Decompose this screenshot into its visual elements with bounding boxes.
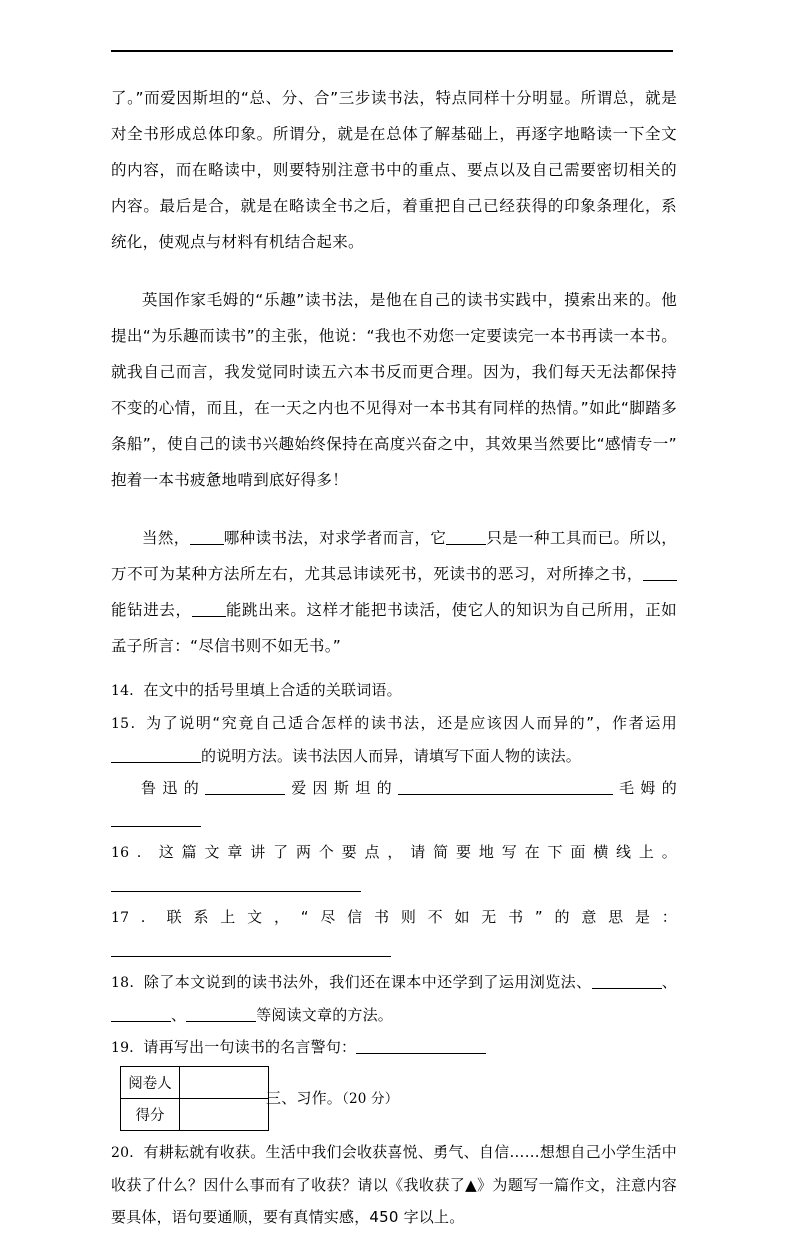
paragraph-gap [111, 260, 677, 282]
question-15-answer-line [111, 772, 677, 836]
question-18-separator-1: 、 [661, 973, 677, 991]
table-row [121, 1067, 269, 1099]
passage-paragraph-2: 英国作家毛姆的“乐趣”读书法，是他在自己的读书实践中，摸索出来的。他提出“为乐趣而读书”的主张，他说：“我也不劝您一定要读完一本书再读一本书。就我自己而言，我发觉同时读五六本书反而更合理。因为，我们每天无法都保持不变的心情，而且，在一天之内也不见得对一本书其有同样的热情。”如此“脚踏多条船”，使自己的读书兴趣始终保持在高度兴奋之中，其效果当然要比“感情专一”抱着一本书疲惫地啃到底好得多！ [111, 291, 677, 489]
passage-paragraph-1: 了。”而爱因斯坦的“总、分、合”三步读书法，特点同样十分明显。所谓总，就是对全书形成总体印象。所谓分，就是在总体了解基础上，再逐字地略读一下全文的内容，而在略读中，则要特别注意书中的重点、要点以及自己需要密切相关的内容。最后是合，就是在略读全书之后，着重把自己已经获得的印象条理化，系统化，使观点与材料有机结合起来。 [111, 89, 677, 251]
question-20-text: 有耕耘就有收获。生活中我们会收获喜悦、勇气、自信……想想自己小学生活中收获了什么？因什么事而有了收获？请以《我收获了▲》为题写一篇作文，注意内容要具体，语句要通顺，要有真情实感，450 字以上。 [111, 1143, 677, 1226]
answer-blank-einstein[interactable] [398, 780, 613, 795]
p3-segment-3: 只是一种工具而已。所以，万不可为某种方法所左右，尤其忌讳读死书，死读书的恶习，对所捧之书， [111, 529, 677, 583]
score-table-label-score: 得分 [121, 1099, 180, 1131]
question-15-blank[interactable] [111, 748, 201, 763]
question-18-blank-1[interactable] [592, 974, 662, 989]
table-row [121, 1099, 269, 1131]
question-16-text: 这篇文章讲了两个要点，请简要地写在下面横线上。 [158, 843, 677, 861]
p3-segment-5: 能跳出来。这样才能把书读活，使它人的知识为自己所用，正如孟子所言：“尽信书则不如无书。” [111, 601, 677, 655]
question-17-text: 联系上文，“尽信书则不如无书”的意思是： [166, 908, 677, 926]
p3-segment-4: 能钻进去， [111, 601, 192, 619]
section-heading [266, 1087, 398, 1108]
section-heading-score: （20 分） [342, 1091, 399, 1107]
question-17 [111, 901, 677, 966]
question-18-number: 18． [111, 975, 144, 991]
question-14-text: 在文中的括号里填上合适的关联词语。 [143, 681, 402, 699]
question-18-separator-2: 、 [171, 1006, 187, 1024]
question-16-number: 16． [111, 845, 159, 861]
question-18-blank-3[interactable] [186, 1007, 256, 1022]
header-rule [111, 50, 673, 52]
passage-paragraph-3 [111, 520, 677, 664]
answer-blank-luxun[interactable] [205, 780, 285, 795]
question-16 [111, 836, 677, 901]
question-20 [111, 1136, 677, 1233]
paragraph-gap [111, 498, 677, 520]
question-15-text-before: 为了说明“究竟自己适合怎样的读书法，还是应该因人而异的”，作者运用 [146, 714, 677, 732]
question-15-number: 15． [111, 716, 147, 732]
question-18-text-after: 等阅读文章的方法。 [256, 1006, 394, 1024]
question-17-number: 17． [111, 910, 167, 926]
question-19-text: 请再写出一句读书的名言警句： [143, 1038, 357, 1056]
question-18-blank-2[interactable] [111, 1007, 171, 1022]
question-17-blank[interactable] [111, 942, 391, 957]
section-gap [111, 664, 677, 674]
p3-segment-2: 哪种读书法，对求学者而言，它 [223, 529, 447, 547]
score-table-value-grader[interactable] [180, 1067, 269, 1099]
score-table-region [111, 1064, 677, 1136]
question-18-text-before: 除了本文说到的读书法外，我们还在课本中还学到了运用浏览法、 [143, 973, 592, 991]
question-14-number: 14． [111, 683, 144, 699]
score-table [120, 1066, 269, 1131]
label-luxun: 鲁迅的 [141, 779, 206, 797]
question-15 [111, 707, 677, 772]
question-18 [111, 966, 677, 1031]
question-19 [111, 1031, 677, 1064]
question-15-text-after: 的说明方法。读书法因人而异，请填写下面人物的读法。 [201, 747, 582, 765]
passage-blank-4[interactable] [192, 602, 226, 617]
passage-blank-2[interactable] [446, 530, 486, 545]
question-14 [111, 674, 677, 707]
document-body [111, 80, 677, 1233]
question-16-blank[interactable] [111, 877, 361, 892]
score-table-label-grader: 阅卷人 [121, 1067, 180, 1099]
p3-segment-1: 当然， [142, 529, 190, 547]
passage-blank-1[interactable] [190, 530, 224, 545]
section-heading-text: 三、习作。 [266, 1089, 343, 1107]
question-20-number: 20． [111, 1145, 144, 1161]
question-19-number: 19． [111, 1040, 144, 1056]
question-19-blank[interactable] [356, 1039, 486, 1054]
score-table-value-score[interactable] [180, 1099, 269, 1131]
answer-blank-maugham[interactable] [111, 812, 201, 827]
passage-blank-3[interactable] [643, 566, 677, 581]
label-einstein: 爱因斯坦的 [285, 779, 398, 797]
label-maugham: 毛姆的 [612, 779, 677, 797]
